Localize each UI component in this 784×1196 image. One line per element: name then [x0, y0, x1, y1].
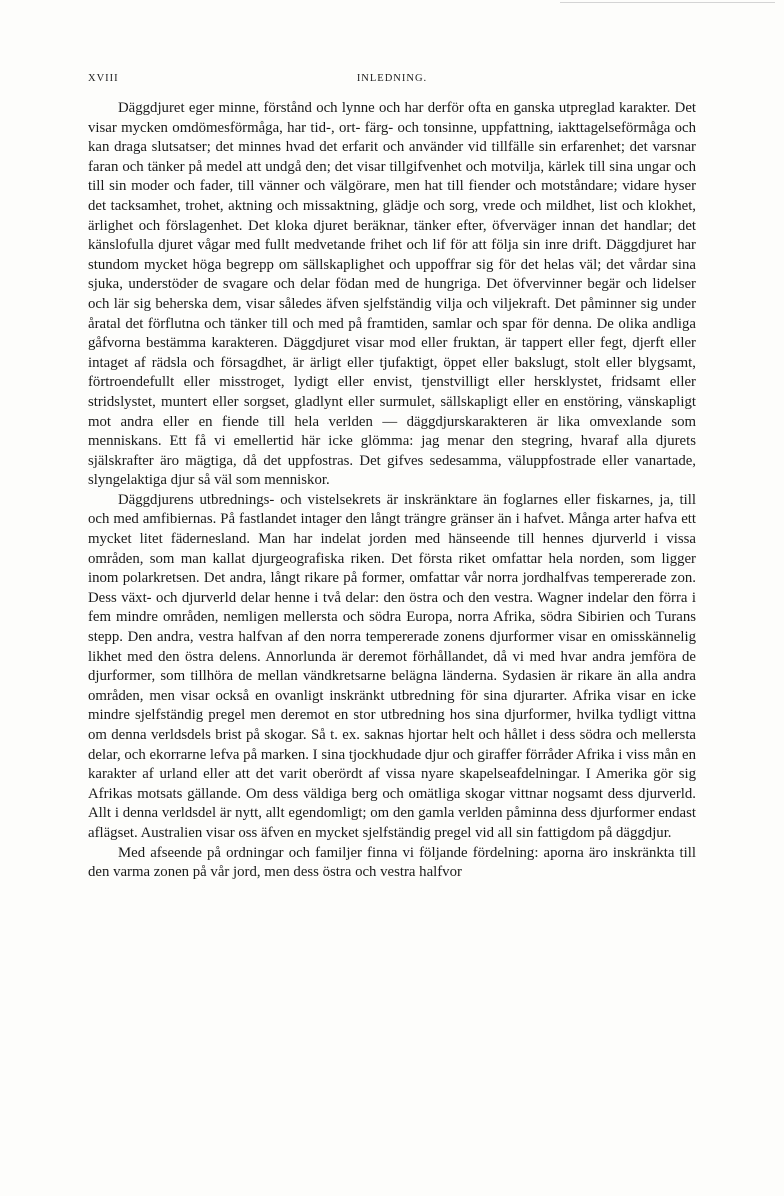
scan-edge-line [560, 2, 775, 3]
paragraph-mental-faculties: Däggdjuret eger minne, förstånd och lynne och har derför ofta en ganska utpreglad karakter. Det visar mycken omdömesförmåga, har tid-, ort- färg- och tonsinne, uppfattning, iakttagelseförmåga och kan draga slutsatser; det minnes hvad det erfarit och använder vid tillfälle sin erfarenhet; det varsnar faran och tänker på medel att undgå den; det visar tillgifvenhet och motvilja, kärlek till sina ungar och till sin moder och fader, till vänner och välgörare, men hat till fiender och motståndare; vidare hyser det tacksamhet, trohet, aktning och missaktning, glädje och sorg, vrede och mildhet, list och klokhet, ärlighet och förslagenhet. Det kloka djuret beräknar, tänker efter, öfverväger innan det handlar; det känslofulla djuret vågar med fullt medvetande frihet och lif för att följa sin inre drift. Däggdjuret har stundom mycket höga begrepp om sällskaplighet och uppoffrar sig för det helas väl; det vårdar sina sjuka, understöder de svagare och delar födan med de hungriga. Det öfvervinner begär och lidelser och lär sig beherska dem, visar således äfven sjelfständig vilja och viljekraft. Det påminner sig under åratal det förflutna och tänker till och med på framtiden, samlar och spar för denna. De olika andliga gåfvorna bestämma karakteren. Däggdjuret visar mod eller fruktan, är tappert eller fegt, djerft eller intaget af rädsla och försagdhet, är ärligt eller tjufaktigt, öppet eller bakslugt, stolt eller blygsamt, förtroendefullt eller misstroget, lydigt eller envist, tjenstvilligt eller hersklystet, fridsamt eller stridslystet, muntert eller sorgset, gladlynt eller surmulet, sällskapligt eller en enstöring, vänskapligt mot andra eller en fiende till hela verlden — däggdjurskarakteren är lika omvexlande som menniskans. Ett få vi emellertid här icke glömma: jag menar den stegring, hvaraf alla djurets själskrafter äro mägtiga, då det uppfostras. Det gifves sedesamma, väluppfostrade eller vanartade, slyngelaktiga djur så väl som menniskor. [88, 100, 696, 489]
page-header [88, 73, 696, 87]
page-number: XVIII [88, 73, 119, 84]
paragraph-distribution: Däggdjurens utbrednings- och vistelsekrets är inskränktare än foglarnes eller fiskarnes, ja, till och med amfibiernas. På fastlandet intager den långt trängre gränser än i hafvet. Många arter hafva ett mycket litet fädernesland. Man har indelat jorden med hänseende till hennes djurverld i vissa områden, som man kallat djurgeografiska riken. Det första riket omfattar hela norden, som ligger inom polarkretsen. Det andra, långt rikare på former, omfattar vår norra jordhalfvas tempererade zon. Dess växt- och djurverld delar henne i två delar: den östra och den vestra. Wagner indelar den förra i fem mindre områden, nemligen mellersta och södra Europa, norra Afrika, södra Sibirien och Turans stepp. Den andra, vestra halfvan af den norra tempererade zonens djurformer visar en omisskännelig likhet med den östra delens. Annorlunda är deremot förhållandet, då vi med hvar andra jemföra de djurformer, som tillhöra de mellan vändkretsarne belägna länderna. Sydasien är rikare än alla andra områden, men visar också en ovanligt inskränkt utbredning för sina djurarter. Afrika visar en icke mindre sjelfständig pregel men deremot en stor utbredning hos sina djurformer, hvilka tydligt vittna om denna verldsdels brist på skogar. Så t. ex. saknas hjortar helt och hållet i dess södra och mellersta delar, och ekorrarne lefva på marken. I sina tjockhudade djur och giraffer förråder Afrika i viss mån en karakter af urland eller att det varit oberördt af vissa nyare skapelseafdelningar. I Amerika gör sig Afrikas motsats gällande. Om dess väldiga berg och omätliga skogar vittnar nogsamt dess djurverld. Allt i denna verldsdel är nytt, allt egendomligt; om den gamla verlden påminna dess djurformer endast aflägset. Australien visar oss äfven en mycket sjelfständig pregel vid all sin fattigdom på däggdjur. [88, 491, 696, 841]
running-title: INLEDNING. [356, 73, 428, 84]
body-text [88, 99, 696, 883]
paragraph-orders-families: Med afseende på ordningar och familjer finna vi följande fördelning: aporna äro inskränkta till den varma zonen på vår jord, men dess östra och vestra halfvor [88, 844, 696, 881]
